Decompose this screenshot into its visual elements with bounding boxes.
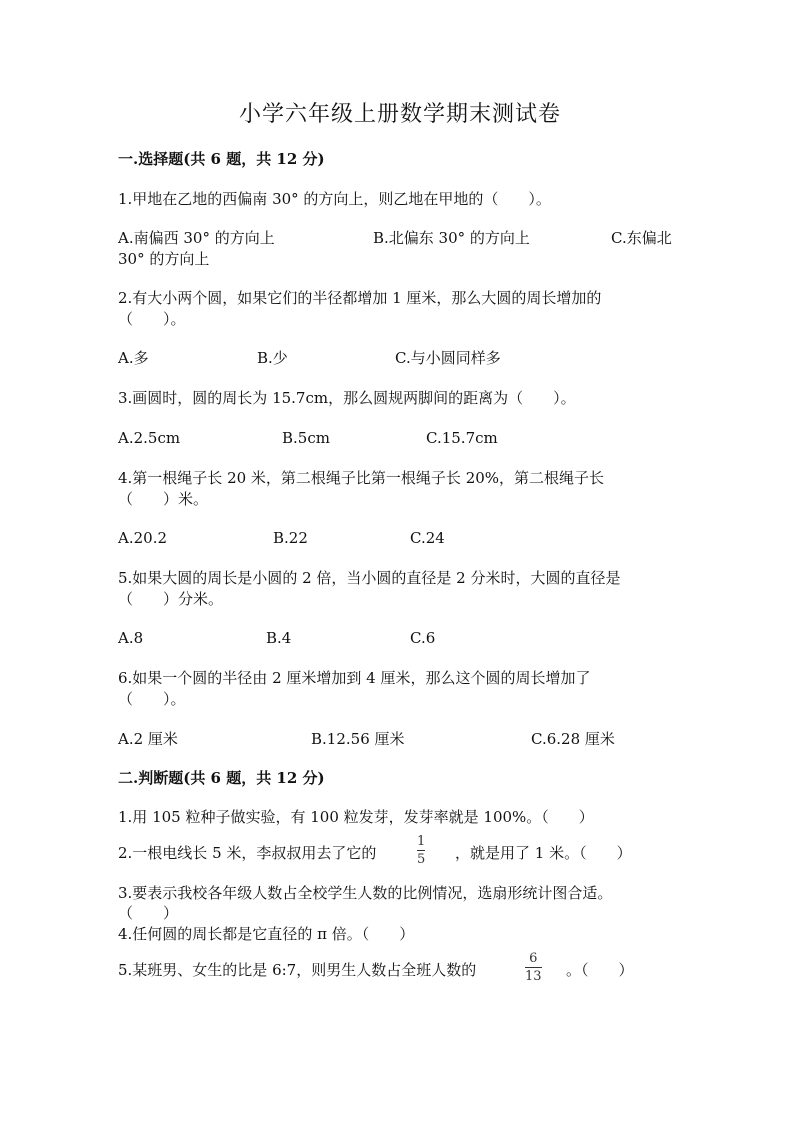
question-5-text: 5.如果大圆的周长是小圆的 2 倍，当小圆的直径是 2 分米时，大圆的直径是 xyxy=(118,569,621,587)
judgment-2-text-after: ，就是用了 1 米。（ ） xyxy=(455,844,632,862)
judgment-4-text: 4.任何圆的周长都是它直径的 π 倍。（ ） xyxy=(118,925,415,943)
fraction-bar xyxy=(525,967,542,968)
judgment-3-text: 3.要表示我校各年级人数占全校学生人数的比例情况，选扇形统计图合适。 xyxy=(118,884,613,902)
section-heading-judgment: 二.判断题(共 6 题，共 12 分) xyxy=(118,769,325,787)
option-c: C.15.7cm xyxy=(426,429,498,447)
question-4-text: 4.第一根绳子长 20 米，第二根绳子比第一根绳子长 20%，第二根绳子长 xyxy=(118,469,605,487)
judgment-1-text: 1.用 105 粒种子做实验，有 100 粒发芽，发芽率就是 100%。（ ） xyxy=(118,808,594,826)
page-title: 小学六年级上册数学期末测试卷 xyxy=(238,102,561,127)
option-b: B.少 xyxy=(257,349,288,367)
fraction-numerator: 1 xyxy=(417,834,426,849)
option-c: C.6.28 厘米 xyxy=(531,730,615,748)
question-4-text-continued: （ ）米。 xyxy=(118,490,209,508)
section-heading-choice: 一.选择题(共 6 题，共 12 分) xyxy=(118,150,325,168)
question-2-text: 2.有大小两个圆，如果它们的半径都增加 1 厘米，那么大圆的周长增加的 xyxy=(118,289,602,307)
option-a: A.南偏西 30° 的方向上 xyxy=(118,229,275,247)
fraction-bar xyxy=(417,850,425,851)
fraction xyxy=(417,834,425,867)
option-b: B.22 xyxy=(273,529,308,547)
judgment-5-text-after: 。（ ） xyxy=(566,961,634,979)
option-b: B.12.56 厘米 xyxy=(311,730,405,748)
option-b: B.北偏东 30° 的方向上 xyxy=(373,229,530,247)
option-a: A.8 xyxy=(118,629,144,647)
option-c: C.东偏北 xyxy=(611,229,672,247)
option-c: C.与小圆同样多 xyxy=(395,349,501,367)
option-b: B.5cm xyxy=(282,429,330,447)
option-c: C.24 xyxy=(410,529,445,547)
option-c: C.6 xyxy=(410,629,436,647)
question-6-text: 6.如果一个圆的半径由 2 厘米增加到 4 厘米，那么这个圆的周长增加了 xyxy=(118,669,591,687)
option-a: A.20.2 xyxy=(118,529,167,547)
question-3-text: 3.画圆时，圆的周长为 15.7cm，那么圆规两脚间的距离为（ ）。 xyxy=(118,389,576,407)
fraction-numerator: 6 xyxy=(529,951,538,966)
question-1-text: 1.甲地在乙地的西偏南 30° 的方向上，则乙地在甲地的（ ）。 xyxy=(118,190,551,208)
judgment-5-text: 5.某班男、女生的比是 6:7，则男生人数占全班人数的 xyxy=(118,961,477,979)
option-c-continued: 30° 的方向上 xyxy=(118,250,210,268)
fraction xyxy=(525,951,542,984)
question-6-text-continued: （ ）。 xyxy=(118,690,186,708)
judgment-2-text: 2.一根电线长 5 米，李叔叔用去了它的 xyxy=(118,844,377,862)
option-a: A.2 厘米 xyxy=(118,730,178,748)
fraction-denominator: 5 xyxy=(417,852,426,867)
judgment-3-text-continued: （ ） xyxy=(118,904,179,922)
option-a: A.多 xyxy=(118,349,149,367)
option-a: A.2.5cm xyxy=(118,429,181,447)
option-b: B.4 xyxy=(266,629,292,647)
question-5-text-continued: （ ）分米。 xyxy=(118,590,224,608)
fraction-denominator: 13 xyxy=(525,969,542,984)
question-2-text-continued: （ ）。 xyxy=(118,310,186,328)
